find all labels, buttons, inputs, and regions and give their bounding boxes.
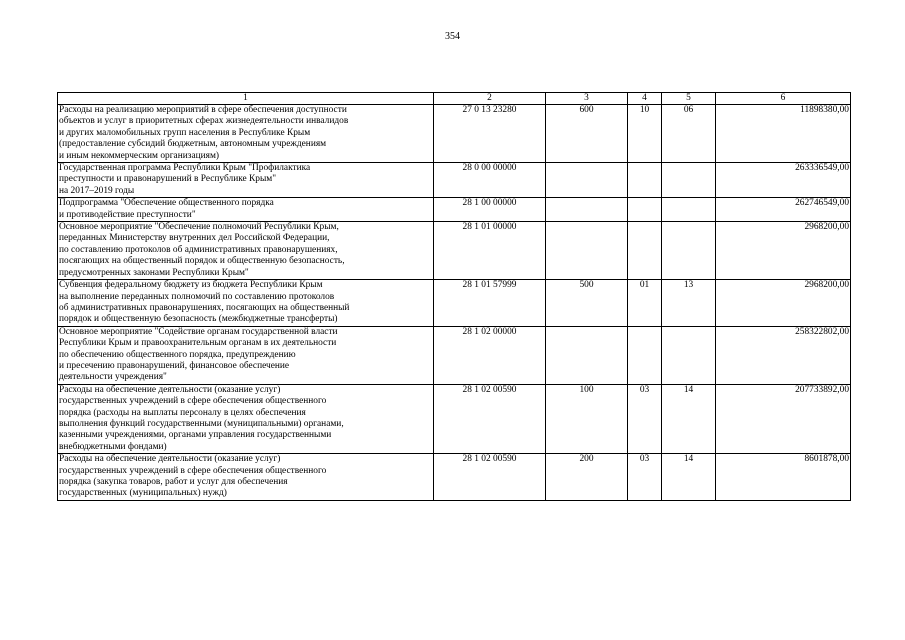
- row-col5: [662, 163, 716, 198]
- row-col4: 03: [628, 384, 662, 453]
- table-row: [58, 384, 851, 453]
- table-header: [58, 93, 851, 105]
- table-row: [58, 198, 851, 222]
- table-row: [58, 454, 851, 501]
- row-col3: [546, 326, 628, 384]
- row-col3: 200: [546, 454, 628, 501]
- row-col3: 500: [546, 280, 628, 327]
- table-row: [58, 105, 851, 163]
- row-col3: 600: [546, 105, 628, 163]
- row-col3: [546, 198, 628, 222]
- row-amount: 11898380,00: [716, 105, 851, 163]
- row-amount: 8601878,00: [716, 454, 851, 501]
- header-row: [58, 93, 851, 105]
- row-description: Субвенция федеральному бюджету из бюджета Республики Крым на выполнение переданных полномочий по составлению протоколов об административных правонарушениях, посягающих на общественный порядок и общественную безопасность (межбюджетные трансферты): [58, 280, 434, 327]
- row-code: 28 1 00 00000: [434, 198, 546, 222]
- column-header-5: 5: [662, 93, 716, 105]
- table-body: [58, 105, 851, 501]
- row-code: 28 1 01 57999: [434, 280, 546, 327]
- row-col5: [662, 222, 716, 280]
- row-code: 28 1 02 00000: [434, 326, 546, 384]
- table-row: [58, 222, 851, 280]
- row-col4: [628, 326, 662, 384]
- table-row: [58, 326, 851, 384]
- row-description: Государственная программа Республики Крым "Профилактика преступности и правонарушений в Республике Крым" на 2017–2019 годы: [58, 163, 434, 198]
- column-header-1: 1: [58, 93, 434, 105]
- column-header-3: 3: [546, 93, 628, 105]
- row-amount: 262746549,00: [716, 198, 851, 222]
- column-header-4: 4: [628, 93, 662, 105]
- row-col5: 13: [662, 280, 716, 327]
- page-number: 354: [445, 31, 460, 42]
- row-col5: [662, 198, 716, 222]
- row-col5: [662, 326, 716, 384]
- row-code: 28 1 02 00590: [434, 384, 546, 453]
- row-col4: [628, 198, 662, 222]
- row-description: Расходы на обеспечение деятельности (оказание услуг) государственных учреждений в сфере обеспечения общественного порядка (закупка товаров, работ и услуг для обеспечения государственных (муниципальных) нужд): [58, 454, 434, 501]
- row-description: Расходы на обеспечение деятельности (оказание услуг) государственных учреждений в сфере обеспечения общественного порядка (расходы на выплаты персоналу в целях обеспечения выполнения функций государственными (муниципальными) органами, казенными учреждениями, органами управления государственными внебюджетными фондами): [58, 384, 434, 453]
- budget-table: [57, 92, 851, 501]
- column-header-6: 6: [716, 93, 851, 105]
- row-col4: [628, 163, 662, 198]
- row-description: Основное мероприятие "Обеспечение полномочий Республики Крым, переданных Министерству внутренних дел Российской Федерации, по составлению протоколов об административных правонарушениях, посягающих на общественный порядок и общественную безопасность, предусмотренных законами Республики Крым": [58, 222, 434, 280]
- row-col5: 06: [662, 105, 716, 163]
- row-col5: 14: [662, 454, 716, 501]
- row-code: 28 1 02 00590: [434, 454, 546, 501]
- row-col3: [546, 163, 628, 198]
- row-amount: 263336549,00: [716, 163, 851, 198]
- row-col3: [546, 222, 628, 280]
- row-code: 28 0 00 00000: [434, 163, 546, 198]
- row-code: 28 1 01 00000: [434, 222, 546, 280]
- table-row: [58, 163, 851, 198]
- row-amount: 2968200,00: [716, 280, 851, 327]
- row-col4: 03: [628, 454, 662, 501]
- row-col4: 10: [628, 105, 662, 163]
- row-code: 27 0 13 23280: [434, 105, 546, 163]
- row-col3: 100: [546, 384, 628, 453]
- row-description: Подпрограмма "Обеспечение общественного порядка и противодействие преступности": [58, 198, 434, 222]
- table-row: [58, 280, 851, 327]
- row-amount: 258322802,00: [716, 326, 851, 384]
- row-col4: [628, 222, 662, 280]
- row-description: Основное мероприятие "Содействие органам государственной власти Республики Крым и правоохранительным органам в их деятельности по обеспечению общественного порядка, предупреждению и пресечению правонарушений, финансовое обеспечение деятельности учреждения": [58, 326, 434, 384]
- row-description: Расходы на реализацию мероприятий в сфере обеспечения доступности объектов и услуг в приоритетных сферах жизнедеятельности инвалидов и других маломобильных групп населения в Республике Крым (предоставление субсидий бюджетным, автономным учреждениям и иным некоммерческим организациям): [58, 105, 434, 163]
- row-amount: 207733892,00: [716, 384, 851, 453]
- row-amount: 2968200,00: [716, 222, 851, 280]
- row-col5: 14: [662, 384, 716, 453]
- column-header-2: 2: [434, 93, 546, 105]
- row-col4: 01: [628, 280, 662, 327]
